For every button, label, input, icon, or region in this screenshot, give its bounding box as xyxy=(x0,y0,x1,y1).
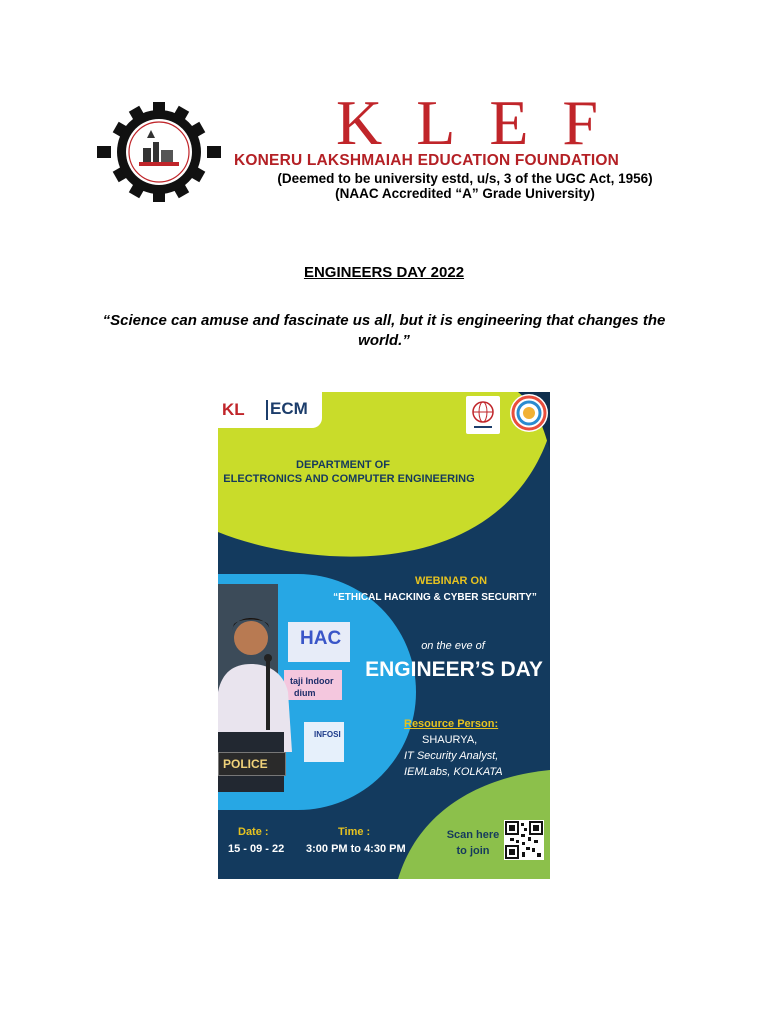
globe-club-logo-icon xyxy=(466,396,500,434)
klef-wordmark: KLEF xyxy=(336,87,632,158)
resource-person-name: SHAURYA, xyxy=(422,734,478,746)
photo-banner-text: HAC xyxy=(300,628,342,649)
photo-stage-text-2: dium xyxy=(294,688,316,698)
scan-to-join-text: Scan here to join xyxy=(446,829,500,857)
qr-code-icon xyxy=(504,820,544,860)
kl-ecm-brand-box xyxy=(218,392,322,428)
webinar-topic: “ETHICAL HACKING & CYBER SECURITY” xyxy=(333,592,537,603)
date-value: 15 - 09 - 22 xyxy=(228,843,285,855)
document-title: ENGINEERS DAY 2022 xyxy=(303,264,465,281)
department-line-1: DEPARTMENT OF xyxy=(296,459,390,471)
deemed-university-line: (Deemed to be university estd, u/s, 3 of the UGC Act, 1956) xyxy=(277,171,653,186)
resource-person-label: Resource Person: xyxy=(404,718,499,730)
department-line-2: ELECTRONICS AND COMPUTER ENGINEERING xyxy=(223,473,475,485)
resource-person-org: IEMLabs, KOLKATA xyxy=(404,766,503,778)
brand-separator xyxy=(266,400,268,420)
foundation-name: KONERU LAKSHMAIAH EDUCATION FOUNDATION xyxy=(234,152,620,169)
webinar-label: WEBINAR ON xyxy=(414,575,488,587)
brand-kl-logo: KL xyxy=(222,400,245,419)
time-label: Time : xyxy=(338,826,371,838)
time-value: 3:00 PM to 4:30 PM xyxy=(306,843,406,855)
date-label: Date : xyxy=(238,826,269,838)
photo-stage-text-1: taji Indoor xyxy=(290,676,334,686)
police-sign-text: POLICE xyxy=(223,757,268,771)
brand-ecm-logo: ECM xyxy=(270,399,308,418)
resource-person-role: IT Security Analyst, xyxy=(404,750,499,762)
photo-sponsor-text: INFOSI xyxy=(314,730,341,739)
police-sign xyxy=(218,752,286,776)
naac-accreditation-line: (NAAC Accredited “A” Grade University) xyxy=(335,186,595,201)
engineers-day-heading: ENGINEER’S DAY xyxy=(365,658,543,681)
engineering-quote: “Science can amuse and fascinate us all, but it is engineering that changes the world.” xyxy=(102,312,666,349)
eve-text: on the eve of xyxy=(421,640,485,652)
colorful-circle-logo-icon xyxy=(510,394,548,432)
university-seal-logo xyxy=(94,102,224,202)
webinar-poster xyxy=(218,392,550,879)
